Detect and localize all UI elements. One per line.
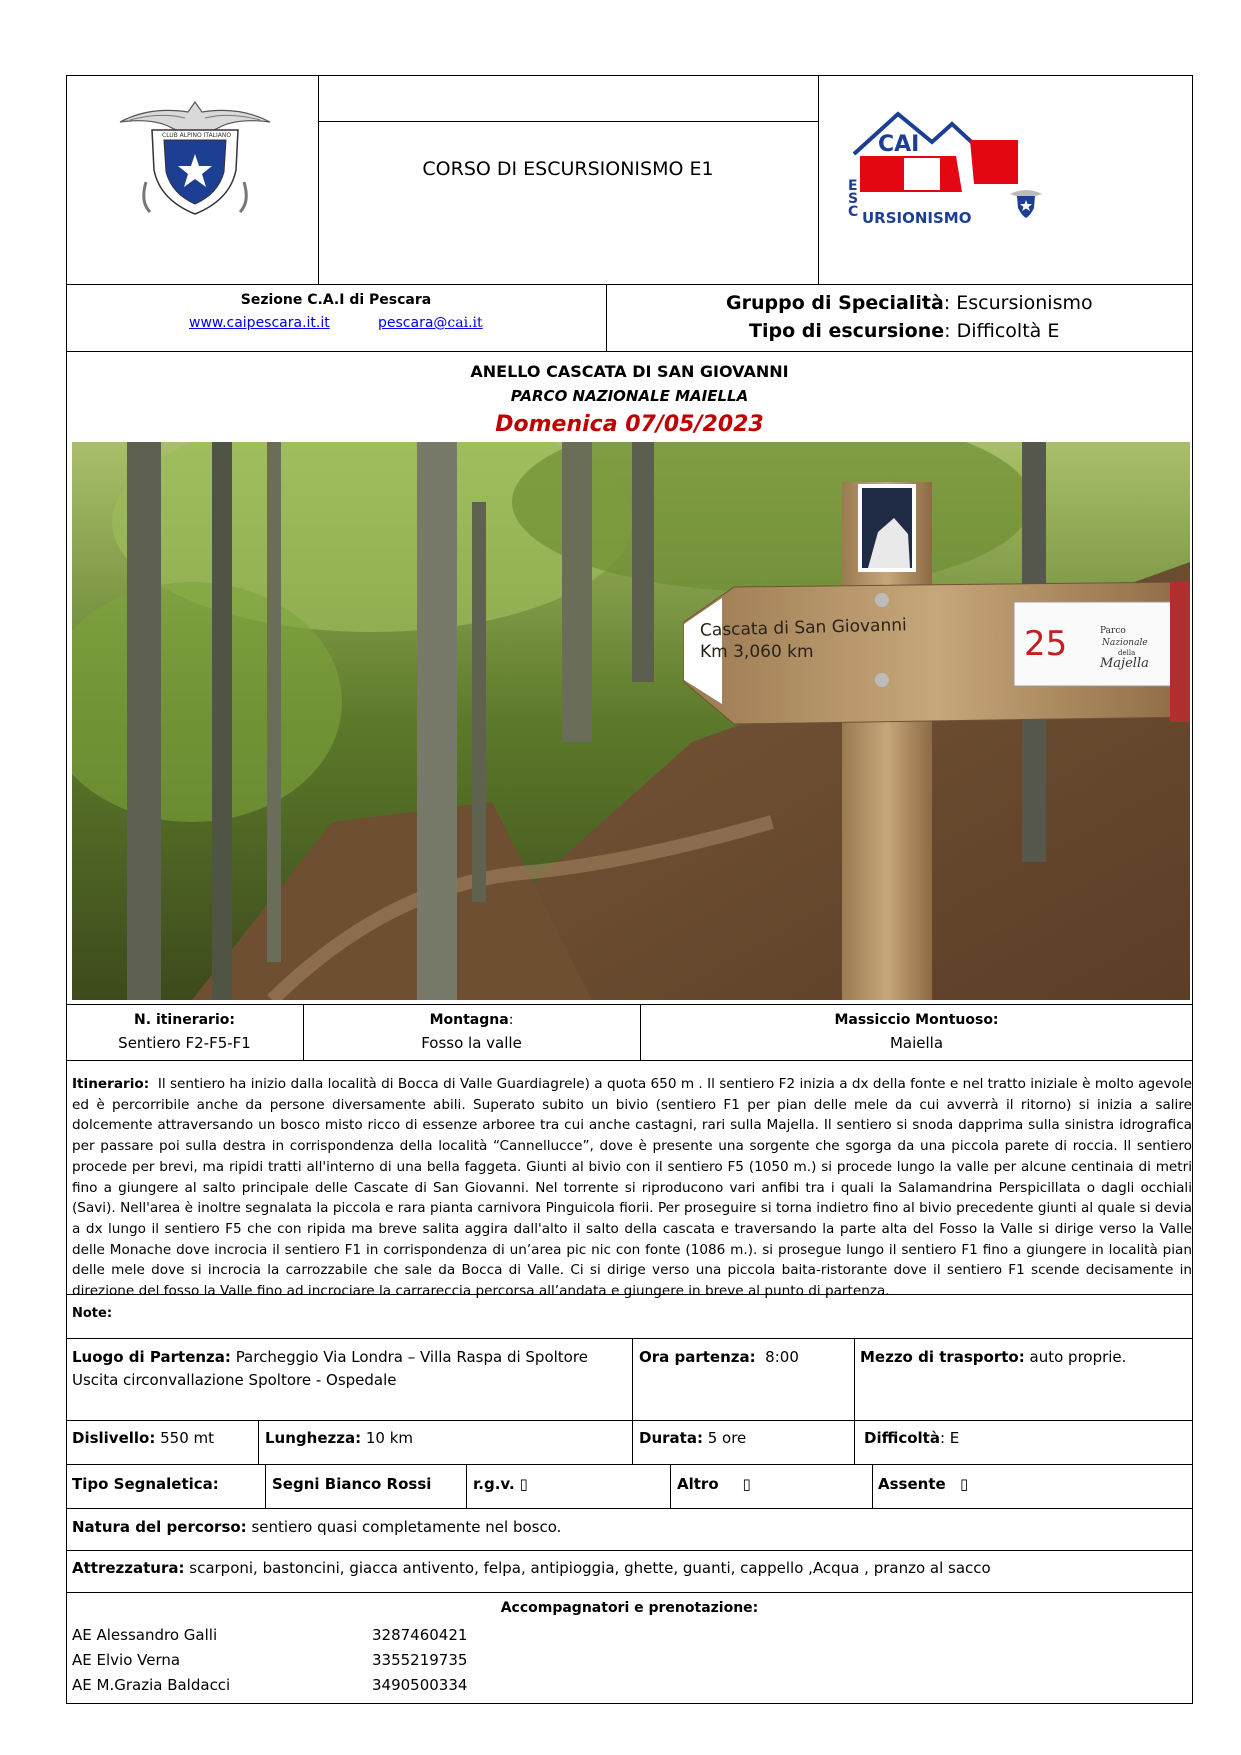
plate-number: 25 bbox=[1024, 624, 1068, 664]
mezzo-line bbox=[860, 1348, 1126, 1366]
sign-line2: Km 3,060 km bbox=[700, 642, 814, 662]
website-link[interactable]: www.caipescara.it.it bbox=[189, 315, 330, 331]
ora-value: 8:00 bbox=[765, 1348, 799, 1366]
itinerary-text: Il sentiero ha inizio dalla località di Bocca di Valle Guardiagrele) a quota 650 m . Il sentiero F2 inizia a dx della fonte e nel tratto iniziale è molto agevole ed è percorribile anche da persone diversamente abili. Superato subito un bivio (sentiero F1 per pian delle mele da cui avverrà il ritorno) si inizia a salire dolcemente attraversando un bosco misto ricco di essenze arboree tra cui anche castagni, rari sulla Majella. Il sentiero si snoda dapprima sulla sinistra idrografica per passare poi sulla destra in corrispondenza della località “Cannellucce”, dove è presente una sorgente che sgorga da una piccola parete di roccia. Il sentiero procede per brevi, ma ripidi tratti all'interno di una bella faggeta. Giunti al bivio con il sentiero F5 (1050 m.) si procede lungo la valle per alcune centinaia di metri fino a giungere al salto principale delle Cascate di San Giovanni. Nel torrente si riproducono vari anfibi tra i quali la Salamandrina Perspicillata o dagli occhiali (Savi). Nell'area è inoltre segnalata la piccola e rara pianta carnivora Pinguicola fiorii. Per proseguire si torna indietro fino al bivio precedente giunti al quale si devia a dx lungo il sentiero F5 che con ripida ma breve salita aggira dall'alto il salto della cascata e traversando la parte alta del Fosso la Valle si dirige verso la Valle delle Monache dove incrocia il sentiero F1 in corrispondenza di un’area pic nic con fonte (1086 m.). si prosegue lungo il sentiero F1 fino a giungere in località pian delle mele dove si incrocia la carrozzabile che sale da Bocca di Valle. Ci si dirige verso una piccola baita-ristorante dove il sentiero F1 scende decisamente in direzione del fosso la Valle fino ad incrociare la carrareccia percorsa all’andata e giungere in breve al punto di partenza. bbox=[72, 1076, 1192, 1300]
partenza-value1: Parcheggio Via Londra – Villa Raspa di Spoltore bbox=[235, 1348, 588, 1366]
logistics-top bbox=[66, 1338, 1193, 1339]
attrezzatura-top bbox=[66, 1550, 1193, 1551]
dislivello-label: Dislivello: bbox=[72, 1429, 156, 1447]
mezzo-label: Mezzo di trasporto: bbox=[860, 1348, 1025, 1366]
partenza-line1 bbox=[72, 1348, 588, 1366]
lunghezza-label: Lunghezza: bbox=[265, 1429, 362, 1447]
logistics-divider-1 bbox=[632, 1338, 633, 1420]
plate-text3: della bbox=[1118, 649, 1136, 657]
massiccio-label: Massiccio Montuoso: bbox=[834, 1012, 999, 1028]
tipo-line bbox=[749, 320, 1059, 342]
plate-text4: Majella bbox=[1100, 656, 1149, 671]
signage-top bbox=[66, 1464, 1193, 1465]
event-title: ANELLO CASCATA DI SAN GIOVANNI bbox=[470, 362, 789, 381]
dislivello-line bbox=[72, 1429, 214, 1447]
segni-label: Segni Bianco Rossi bbox=[272, 1475, 432, 1493]
stats-divider-1 bbox=[258, 1420, 259, 1464]
difficolta-line bbox=[864, 1429, 959, 1447]
assente-line bbox=[878, 1475, 968, 1493]
sign-line1: Cascata di San Giovanni bbox=[699, 615, 907, 641]
gruppo-label: Gruppo di Specialità bbox=[726, 292, 944, 314]
contact-phone-2: 3355219735 bbox=[372, 1651, 468, 1669]
info-row-top bbox=[66, 1004, 1193, 1005]
itinerario-number-value: Sentiero F2-F5-F1 bbox=[118, 1034, 251, 1052]
itinerary-paragraph bbox=[72, 1074, 1192, 1302]
gruppo-value: : Escursionismo bbox=[943, 292, 1093, 314]
contact-name-1: AE Alessandro Galli bbox=[72, 1626, 218, 1644]
ora-line bbox=[639, 1348, 799, 1366]
contacts-title: Accompagnatori e prenotazione: bbox=[500, 1600, 759, 1616]
stats-divider-2 bbox=[632, 1420, 633, 1464]
durata-line bbox=[639, 1429, 746, 1447]
partenza-label: Luogo di Partenza: bbox=[72, 1348, 231, 1366]
natura-value: sentiero quasi completamente nel bosco. bbox=[251, 1518, 562, 1536]
contact-name-3: AE M.Grazia Baldacci bbox=[72, 1676, 231, 1694]
header-divider-right bbox=[818, 75, 819, 285]
course-title: CORSO DI ESCURSIONISMO E1 bbox=[422, 158, 714, 180]
contact-name-2: AE Elvio Verna bbox=[72, 1651, 181, 1669]
itinerary-label: Itinerario: bbox=[72, 1076, 150, 1092]
montagna-label-line bbox=[303, 1012, 640, 1028]
difficolta-label: Difficoltà bbox=[864, 1429, 940, 1447]
signage-divider-1 bbox=[265, 1464, 266, 1508]
partenza-value2: Uscita circonvallazione Spoltore - Ospedale bbox=[72, 1371, 397, 1389]
contacts-top bbox=[66, 1592, 1193, 1593]
rgv-checkbox[interactable]: ▯ bbox=[519, 1475, 528, 1493]
tipo-segnaletica-label: Tipo Segnaletica: bbox=[72, 1475, 219, 1493]
massiccio-value: Maiella bbox=[889, 1034, 944, 1052]
montagna-value: Fosso la valle bbox=[421, 1034, 522, 1052]
tipo-label: Tipo di escursione bbox=[749, 320, 945, 342]
itinerario-number-label: N. itinerario: bbox=[134, 1012, 235, 1028]
montagna-label: Montagna bbox=[429, 1012, 509, 1028]
header-divider-left bbox=[318, 75, 319, 285]
assente-checkbox[interactable]: ▯ bbox=[959, 1475, 969, 1493]
mezzo-value: auto proprie. bbox=[1029, 1348, 1127, 1366]
durata-label: Durata: bbox=[639, 1429, 703, 1447]
ora-label: Ora partenza: bbox=[639, 1348, 756, 1366]
natura-top bbox=[66, 1508, 1193, 1509]
cai-logo-text: CLUB ALPINO ITALIANO bbox=[162, 132, 232, 139]
natura-line bbox=[72, 1518, 561, 1536]
logistics-divider-2 bbox=[854, 1338, 855, 1420]
lunghezza-value: 10 km bbox=[365, 1429, 414, 1447]
altro-label: Altro bbox=[677, 1475, 719, 1493]
plate-text1: Parco bbox=[1100, 626, 1126, 636]
signage-divider-4 bbox=[872, 1464, 873, 1508]
section-divider bbox=[606, 284, 607, 352]
event-date: Domenica 07/05/2023 bbox=[495, 412, 764, 437]
info-row-bottom bbox=[66, 1060, 1193, 1061]
altro-line bbox=[677, 1475, 751, 1493]
escursionismo-logo-cai: CAI bbox=[878, 132, 920, 157]
escursionismo-logo bbox=[828, 96, 1058, 236]
escursionismo-logo-esc: E S C bbox=[848, 178, 859, 220]
attrezzatura-value: scarponi, bastoncini, giacca antivento, felpa, antipioggia, ghette, guanti, cappello ,Acqua , pranzo al sacco bbox=[189, 1559, 991, 1577]
rgv-label: r.g.v. bbox=[473, 1475, 515, 1493]
dislivello-value: 550 mt bbox=[160, 1429, 215, 1447]
stats-top bbox=[66, 1420, 1193, 1421]
header-title-rule bbox=[318, 121, 818, 122]
lunghezza-line bbox=[265, 1429, 413, 1447]
cai-logo bbox=[110, 92, 280, 222]
natura-label: Natura del percorso: bbox=[72, 1518, 247, 1536]
section-name: Sezione C.A.I di Pescara bbox=[240, 292, 432, 308]
signage-divider-3 bbox=[670, 1464, 671, 1508]
event-park: PARCO NAZIONALE MAIELLA bbox=[510, 387, 749, 405]
escursionismo-logo-badge bbox=[1008, 186, 1044, 220]
attrezzatura-line bbox=[72, 1559, 991, 1577]
note-top bbox=[66, 1294, 1193, 1295]
attrezzatura-label: Attrezzatura: bbox=[72, 1559, 185, 1577]
email-domain: cai.it bbox=[447, 315, 483, 331]
durata-value: 5 ore bbox=[707, 1429, 747, 1447]
rgv-line bbox=[473, 1475, 528, 1493]
stats-divider-3 bbox=[854, 1420, 855, 1464]
difficolta-value: : E bbox=[939, 1429, 960, 1447]
trail-photo bbox=[72, 442, 1190, 1000]
email-link[interactable] bbox=[378, 315, 483, 331]
plate-text2: Nazionale bbox=[1102, 638, 1148, 648]
contact-phone-3: 3490500334 bbox=[372, 1676, 468, 1694]
contact-phone-1: 3287460421 bbox=[372, 1626, 468, 1644]
email-user: pescara@ bbox=[378, 315, 448, 331]
montagna-colon: : bbox=[508, 1012, 514, 1028]
assente-label: Assente bbox=[878, 1475, 946, 1493]
gruppo-line bbox=[726, 292, 1093, 314]
altro-checkbox[interactable]: ▯ bbox=[742, 1475, 751, 1493]
tipo-value: : Difficoltà E bbox=[944, 320, 1060, 342]
escursionismo-logo-word: URSIONISMO bbox=[862, 209, 972, 227]
signage-divider-2 bbox=[466, 1464, 467, 1508]
note-label: Note: bbox=[72, 1306, 113, 1321]
